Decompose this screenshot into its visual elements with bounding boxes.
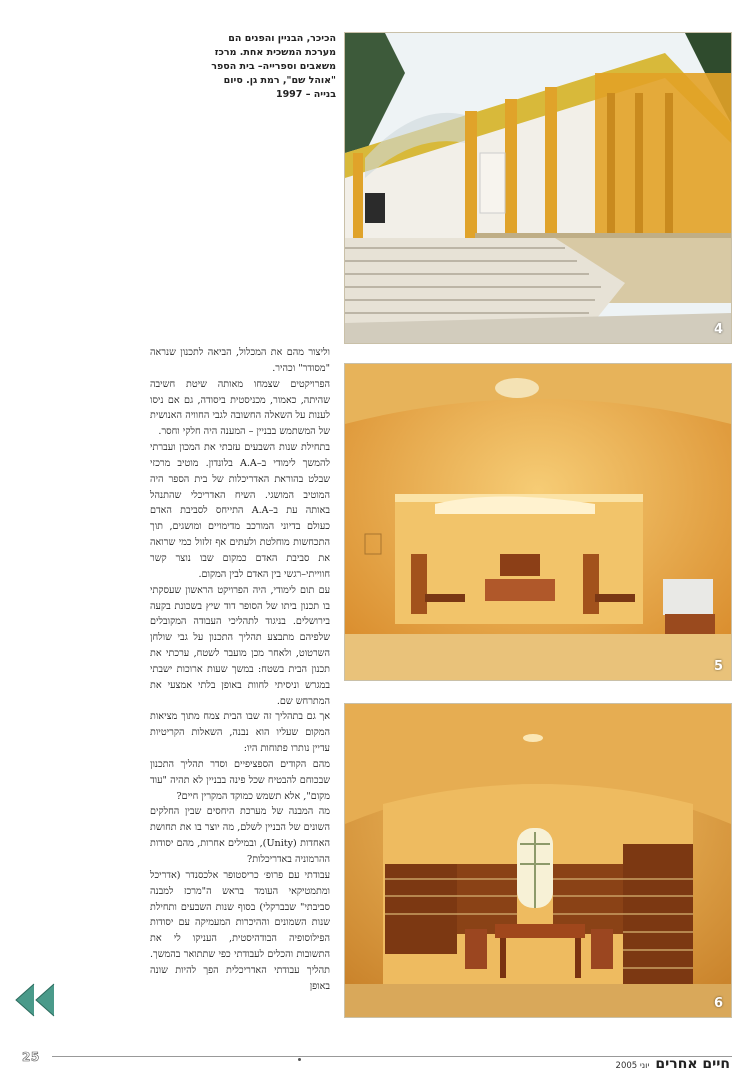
article-paragraph: מה המבנה של מערכת היחסים שבין החלקים השונים של הבניין לשלם, מה יוצר בו את תחושת האחדות (Unity), ובמילים אחרות, מהם יסודות ההרמוניה באדריכלות? xyxy=(150,806,330,865)
double-left-arrow-glyph xyxy=(14,982,58,1018)
magazine-name: חיים אחרים xyxy=(655,1056,730,1072)
caption-line: הכיכר, הבניין והפנים הם xyxy=(228,33,336,44)
photo-building-exterior xyxy=(344,32,732,344)
caption-line: משאבים וספרייה– בית הספר xyxy=(211,61,336,72)
caption-line: מערכת המשכית אחת. מרכז xyxy=(214,47,336,58)
footer-meta xyxy=(616,1056,730,1072)
article-paragraph: עם תום לימודי, היה הפרויקט הראשון שעסקתי בו תכנון ביתו של הסופר דוד שיץ בשכונת בקעה בירושלים. בניגוד לתהליכי העבודה המקובלים שלפיהם מתבצע תהליך התכנון על גבי שולחן השרטוט, ולאחר מכן מועבר לשטח, ערכתי את תכנון הבית בשטח: במשך שעות ארוכות ישבתי במגרש וניסיתי לחוות באופן בלתי אמצעי את המתרחש שם. xyxy=(150,584,330,707)
library-hall-illustration xyxy=(345,364,731,680)
article-paragraph: מהם הקודים הספציפיים וסדר תהליך התכנון שבכוחם להבטיח שכל פינה בבניין לא תהיה "עוד מקום", אלא תשמש כמוקד המקרין חיים? xyxy=(150,758,330,802)
photo-library-room xyxy=(344,703,732,1018)
caption-line: בנייה – 1997 xyxy=(275,89,336,100)
article-paragraph: הפרויקטים שצמחו מאותה שיטת חשיבה שהיתה, כאמור, מכניסטית ביסודה, גם אם ניסו לענות על השאלה החשובה לגבי החוויה האנושית של המשתמש בבניין – המענה היה חלקי וחסר. xyxy=(150,378,330,438)
article-paragraph: וליצור מהם את המכלול, הביאה לתכנון שנראה "מסודר" וכהיר. xyxy=(150,347,330,374)
photo-number: 4 xyxy=(713,322,723,337)
photo-number: 6 xyxy=(713,996,723,1011)
issue-date: יוני 2005 xyxy=(615,1061,650,1071)
photo-number: 5 xyxy=(713,659,723,674)
library-room-illustration xyxy=(345,704,731,1017)
photo-caption xyxy=(176,32,336,102)
article-paragraph: בתחילת שנות השבעים עזבתי את המכון ועברתי להמשך לימודי ב–A.A בלונדון. מוטיב מרכזי שבלט בהוראת האדריכלות של בית הספר היה המוטיב המושגי. השיח האדריכלי שהתנהל באותה עת ב–A.A התייחס לסביבת האדם כעולם בדיוני המורכב מדימויים ומושגים, תוך התכחשות מוחלטת ולעתים אף זלזול כמי שרואה את סביבת האדם כמקום שבו נוצר קשר חווייתי–רגשי בין האדם לבין המקום. xyxy=(150,442,330,580)
footer-dot xyxy=(298,1058,301,1061)
photo-library-hall xyxy=(344,363,732,681)
article-body xyxy=(150,345,330,995)
article-paragraph: עבודתי עם פרופ׳ כריסטופר אלכסנדר (אדריכל ומתמטיקאי העומד בראש ה"מרכז למבנה סביבתי" שבברקלי) בסוף שנות השבעים ותחילת שנות השמונים וההיכרות המעמיקה עם יסודות הפילוסופיה הבודהיסטית, העניקו לי את התשובות והכלים לעבודתי כפי שתתואר בהמשך. תהליך עבודתי האדריכלית הפך להיות שונה באופן xyxy=(150,869,330,992)
double-left-arrow-icon[interactable] xyxy=(14,982,58,1018)
caption-line: "אוהל שם", רמת גן. סיום xyxy=(223,75,336,86)
article-paragraph: אך גם בתהליך זה שבו הבית צמח מתוך מציאות המקום שעליו הוא נבנה, השאלות הקריטיות עדיין נותרו פתוחות היו: xyxy=(150,711,330,755)
exterior-illustration xyxy=(345,33,731,343)
page-number: 25 xyxy=(22,1050,40,1064)
